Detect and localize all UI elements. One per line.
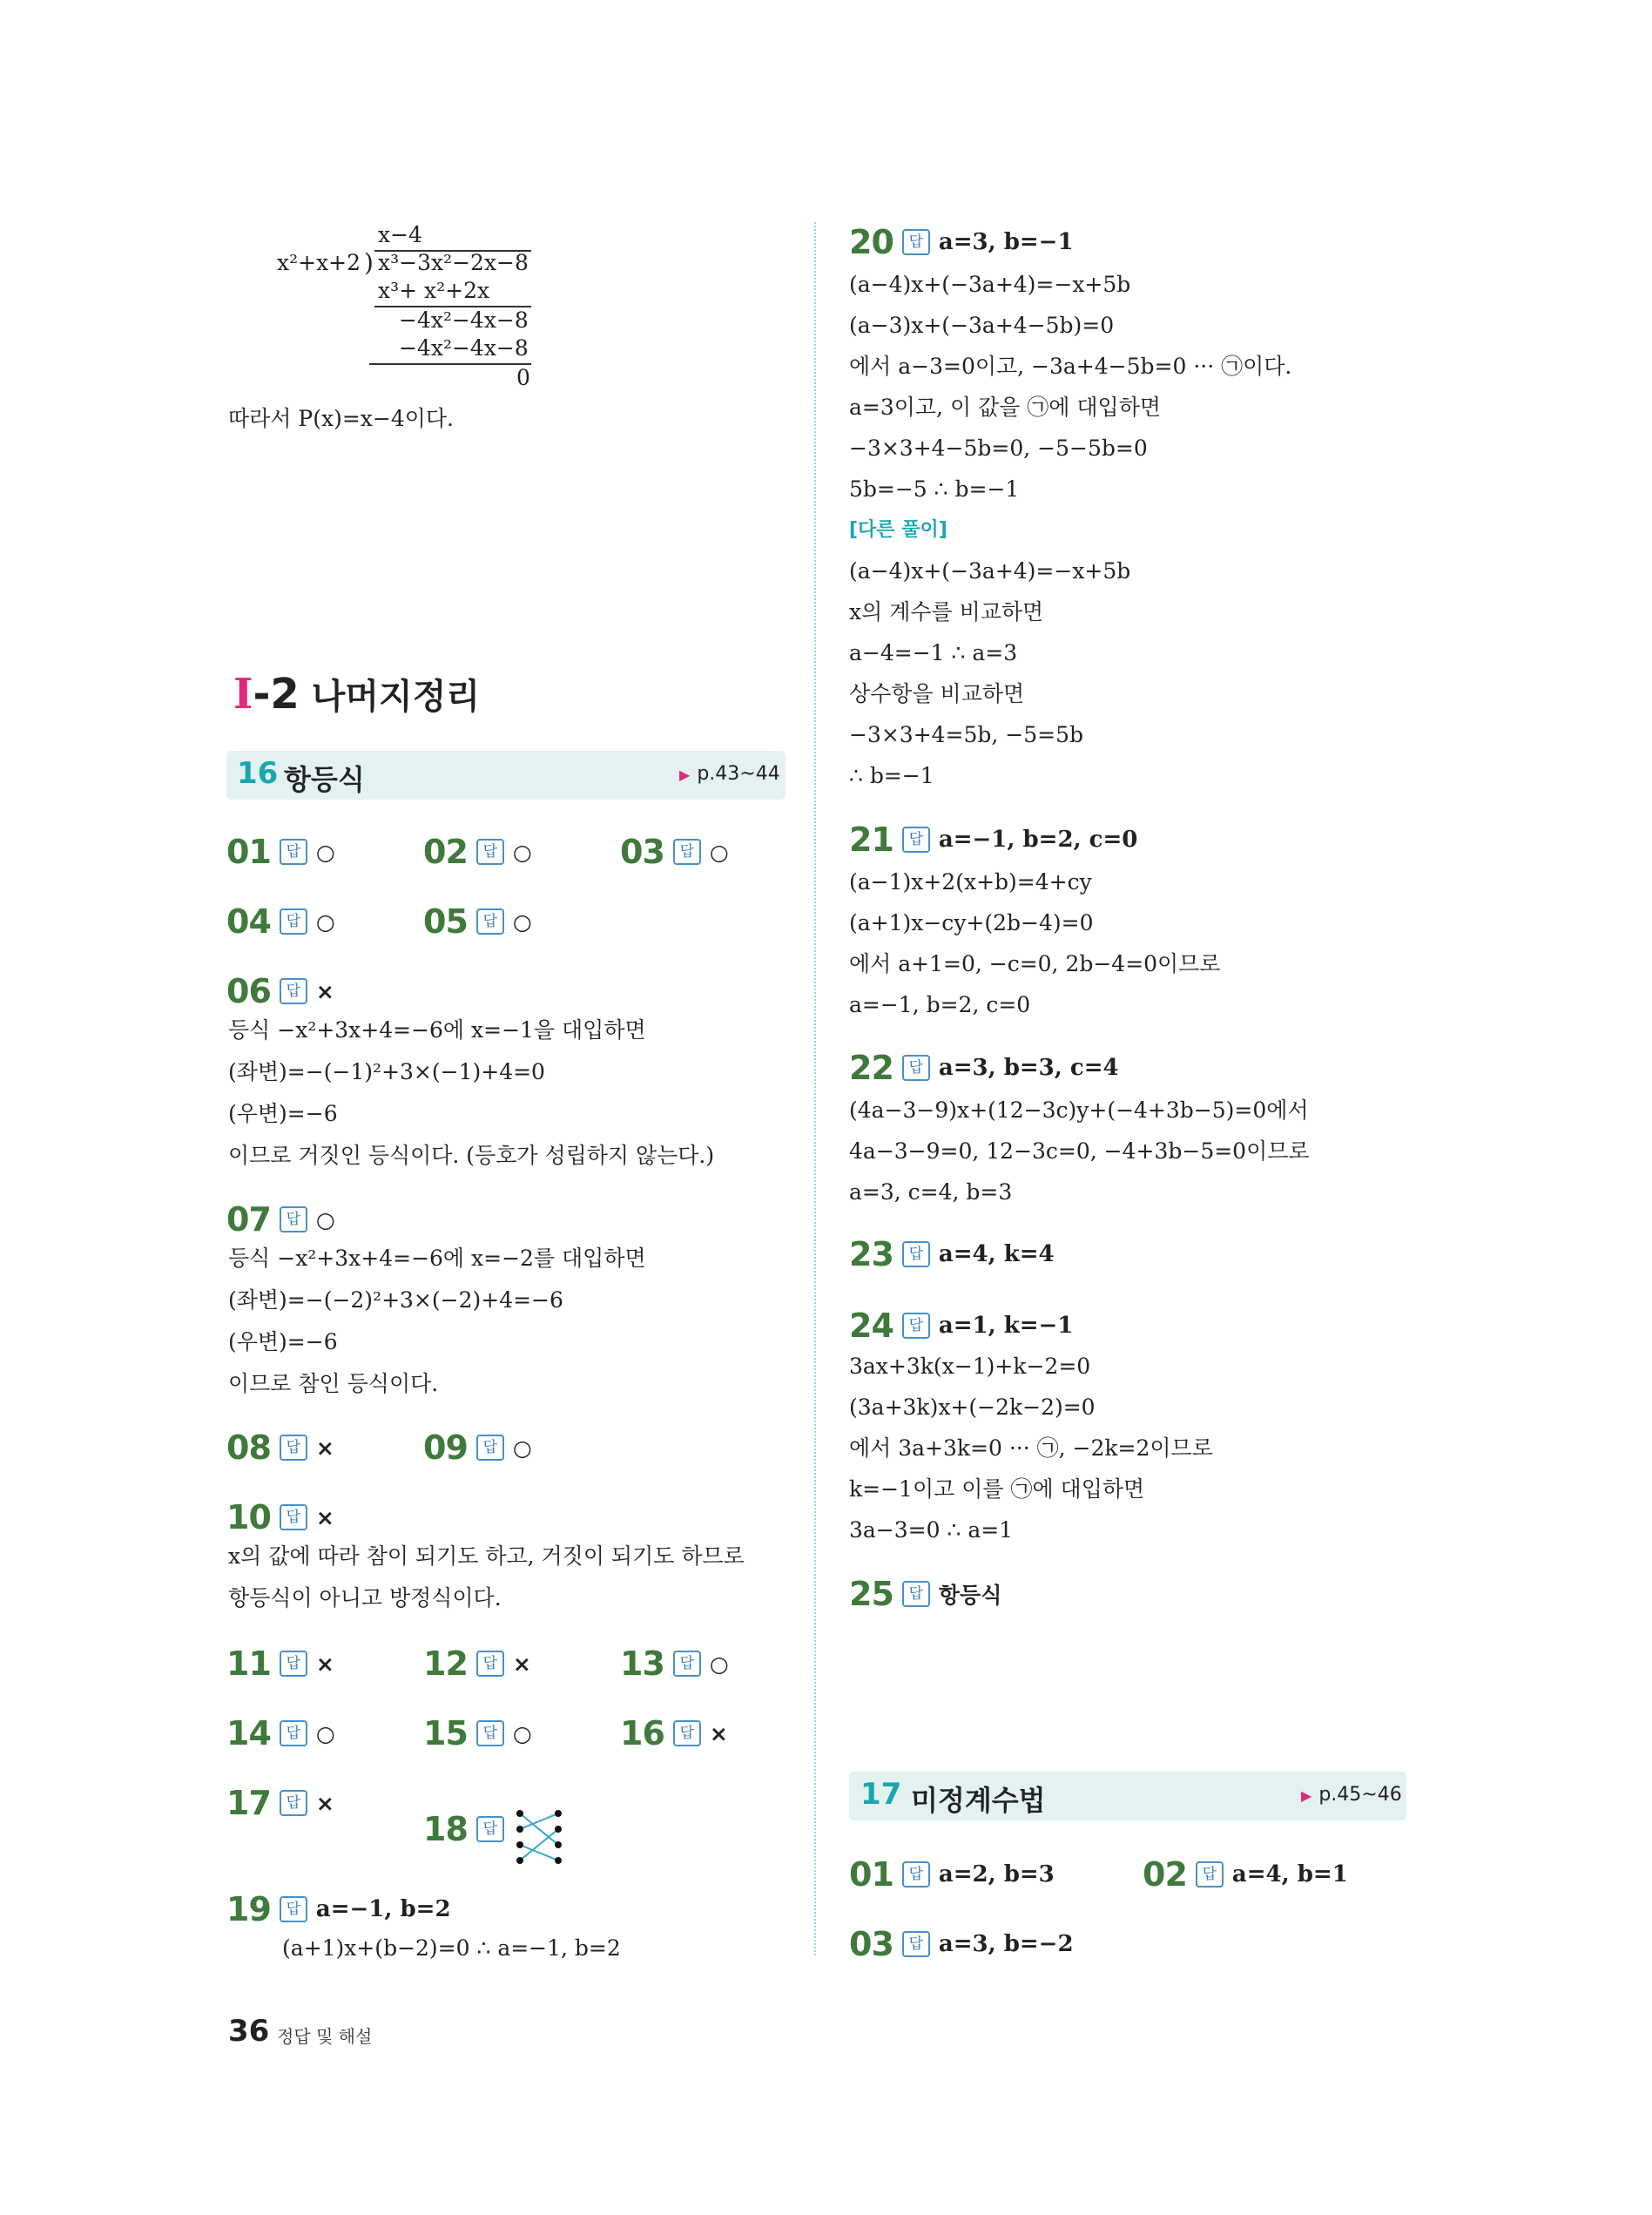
section-title: 미정계수법 [911, 1784, 1046, 1817]
chapter-heading [233, 669, 480, 719]
q21-line: 에서 a+1=0, −c=0, 2b−4=0이므로 [849, 951, 1221, 976]
question-07: 07 답 ○ [226, 1200, 335, 1239]
answer-badge: 답 [902, 1313, 930, 1339]
q20-alt-line: x의 계수를 비교하면 [849, 599, 1044, 625]
step2: −4x²−4x−8 [399, 307, 529, 333]
question-18: 18 답 [423, 1784, 567, 1874]
matching-diagram [513, 1808, 567, 1874]
s17-question-02: 02 답 a=4, b=1 [1143, 1855, 1348, 1894]
answer-badge: 답 [280, 839, 307, 865]
question-06: 06 답 × [226, 972, 334, 1010]
answer-badge: 답 [280, 1896, 307, 1922]
q07-line: 이므로 참인 등식이다. [228, 1371, 439, 1396]
answer-badge: 답 [902, 1241, 930, 1267]
section-page-ref: ▶ p.45~46 [1301, 1784, 1402, 1806]
question-22: 22 답 a=3, b=3, c=4 [849, 1049, 1119, 1087]
section-title: 항등식 [284, 763, 365, 796]
footer-label: 정답 및 해설 [277, 2026, 373, 2047]
answer-badge: 답 [476, 839, 504, 865]
question-23: 23 답 a=4, k=4 [849, 1235, 1055, 1273]
answer-badge: 답 [280, 908, 307, 935]
answer-badge: 답 [902, 1931, 930, 1957]
page-number: 36 [228, 2014, 270, 2049]
chapter-number: -2 [253, 670, 300, 719]
question-13: 13 답 ○ [620, 1644, 729, 1683]
step1: x³+ x²+2x [378, 278, 490, 303]
q07-line: (우변)=−6 [228, 1329, 338, 1354]
answer-badge: 답 [280, 1504, 307, 1530]
q24-line: 3a−3=0 ∴ a=1 [849, 1517, 1014, 1543]
q24-line: 3ax+3k(x−1)+k−2=0 [849, 1354, 1091, 1379]
answer-badge: 답 [476, 1651, 504, 1677]
answer-badge: 답 [476, 908, 504, 935]
answer-badge: 답 [902, 1055, 930, 1081]
question-03: 03 답 ○ [620, 833, 729, 871]
answer-badge: 답 [1196, 1861, 1224, 1887]
q20-line: a=3이고, 이 값을 ㉠에 대입하면 [849, 395, 1161, 420]
q24-line: (3a+3k)x+(−2k−2)=0 [849, 1395, 1096, 1420]
question-21: 21 답 a=−1, b=2, c=0 [849, 820, 1138, 859]
remainder: 0 [516, 365, 530, 390]
section-page-ref: ▶ p.43~44 [679, 763, 780, 785]
q21-line: (a+1)x−cy+(2b−4)=0 [849, 910, 1094, 935]
question-12: 12 답 × [423, 1644, 531, 1683]
s17-question-03: 03 답 a=3, b=−2 [849, 1925, 1074, 1963]
question-01: 01 답 ○ [226, 833, 335, 871]
q10-line: x의 값에 따라 참이 되기도 하고, 거짓이 되기도 하므로 [228, 1543, 745, 1569]
question-09: 09 답 ○ [423, 1428, 532, 1467]
answer-badge: 답 [902, 1581, 930, 1607]
q20-line: 에서 a−3=0이고, −3a+4−5b=0 ··· ㉠이다. [849, 354, 1292, 379]
answer-badge: 답 [476, 1720, 504, 1746]
answer-badge: 답 [902, 229, 930, 255]
q06-line: (좌변)=−(−1)²+3×(−1)+4=0 [228, 1059, 545, 1084]
answer-badge: 답 [280, 1790, 307, 1816]
question-02: 02 답 ○ [423, 833, 532, 871]
quotient: x−4 [378, 222, 422, 247]
answer-badge: 답 [476, 1435, 504, 1461]
answer-badge: 답 [476, 1816, 504, 1842]
question-25: 25 답 항등식 [849, 1575, 1002, 1613]
long-division: x−4 x²+x+2 ) x³−3x²−2x−8 x³+ x²+2x −4x²−4x−8 −4x²−4x−8 0 [277, 222, 530, 390]
question-04: 04 답 ○ [226, 902, 335, 941]
answer-badge: 답 [673, 1720, 701, 1746]
column-divider [814, 222, 816, 1955]
section-number: 17 [860, 1777, 902, 1812]
question-15: 15 답 ○ [423, 1714, 532, 1752]
question-19: 19 답 a=−1, b=2 [226, 1890, 451, 1928]
divisor: x²+x+2 [277, 250, 361, 275]
answer-badge: 답 [280, 1435, 307, 1461]
q21-line: a=−1, b=2, c=0 [849, 992, 1031, 1017]
answer-badge: 답 [280, 978, 307, 1004]
question-10: 10 답 × [226, 1498, 334, 1536]
q20-alt-line: 상수항을 비교하면 [849, 681, 1025, 706]
question-20: 20 답 a=3, b=−1 [849, 223, 1074, 261]
question-14: 14 답 ○ [226, 1714, 335, 1752]
answer-badge: 답 [902, 1861, 930, 1887]
q24-line: 에서 3a+3k=0 ··· ㉠, −2k=2이므로 [849, 1435, 1213, 1461]
q24-line: k=−1이고 이를 ㉠에 대입하면 [849, 1476, 1145, 1502]
q07-line: (좌변)=−(−2)²+3×(−2)+4=−6 [228, 1287, 563, 1313]
answer-badge: 답 [280, 1720, 307, 1746]
step3: −4x²−4x−8 [399, 335, 529, 361]
question-08: 08 답 × [226, 1428, 334, 1467]
q22-line: 4a−3−9=0, 12−3c=0, −4+3b−5=0이므로 [849, 1138, 1310, 1164]
q20-alt-line: (a−4)x+(−3a+4)=−x+5b [849, 558, 1131, 584]
q20-alt-line: −3×3+4=5b, −5=5b [849, 722, 1084, 747]
chapter-title: 나머지정리 [311, 677, 480, 717]
question-11: 11 답 × [226, 1644, 334, 1683]
q20-alt-line: ∴ b=−1 [849, 763, 934, 788]
answer-badge: 답 [673, 1651, 701, 1677]
answer-badge: 답 [280, 1651, 307, 1677]
question-24: 24 답 a=1, k=−1 [849, 1307, 1074, 1345]
q20-line: 5b=−5 ∴ b=−1 [849, 476, 1020, 502]
q21-line: (a−1)x+2(x+b)=4+cy [849, 869, 1092, 895]
q22-line: (4a−3−9)x+(12−3c)y+(−4+3b−5)=0에서 [849, 1097, 1309, 1123]
answer-badge: 답 [280, 1206, 307, 1232]
q10-line: 항등식이 아니고 방정식이다. [228, 1585, 502, 1611]
question-16: 16 답 × [620, 1714, 728, 1752]
alt-solution-label: [다른 풀이] [849, 519, 947, 541]
q20-alt-line: a−4=−1 ∴ a=3 [849, 640, 1018, 665]
answer-badge: 답 [902, 827, 930, 853]
q07-line: 등식 −x²+3x+4=−6에 x=−2를 대입하면 [228, 1246, 646, 1271]
q20-line: −3×3+4−5b=0, −5−5b=0 [849, 436, 1148, 461]
answer-badge: 답 [673, 839, 701, 865]
q06-line: 등식 −x²+3x+4=−6에 x=−1을 대입하면 [228, 1017, 646, 1043]
question-05: 05 답 ○ [423, 902, 532, 941]
q20-line: (a−4)x+(−3a+4)=−x+5b [849, 272, 1131, 297]
question-17: 17 답 × [226, 1784, 334, 1822]
q22-line: a=3, c=4, b=3 [849, 1179, 1013, 1205]
q06-line: (우변)=−6 [228, 1101, 338, 1126]
conclusion: 따라서 P(x)=x−4이다. [228, 406, 454, 431]
chapter-roman: Ⅰ [233, 670, 253, 719]
dividend: x³−3x²−2x−8 [378, 250, 529, 275]
s17-question-01: 01 답 a=2, b=3 [849, 1855, 1055, 1894]
q06-line: 이므로 거짓인 등식이다. (등호가 성립하지 않는다.) [228, 1143, 715, 1168]
q20-line: (a−3)x+(−3a+4−5b)=0 [849, 313, 1115, 338]
q19-line: (a+1)x+(b−2)=0 ∴ a=−1, b=2 [282, 1935, 621, 1961]
section-number: 16 [237, 756, 279, 791]
